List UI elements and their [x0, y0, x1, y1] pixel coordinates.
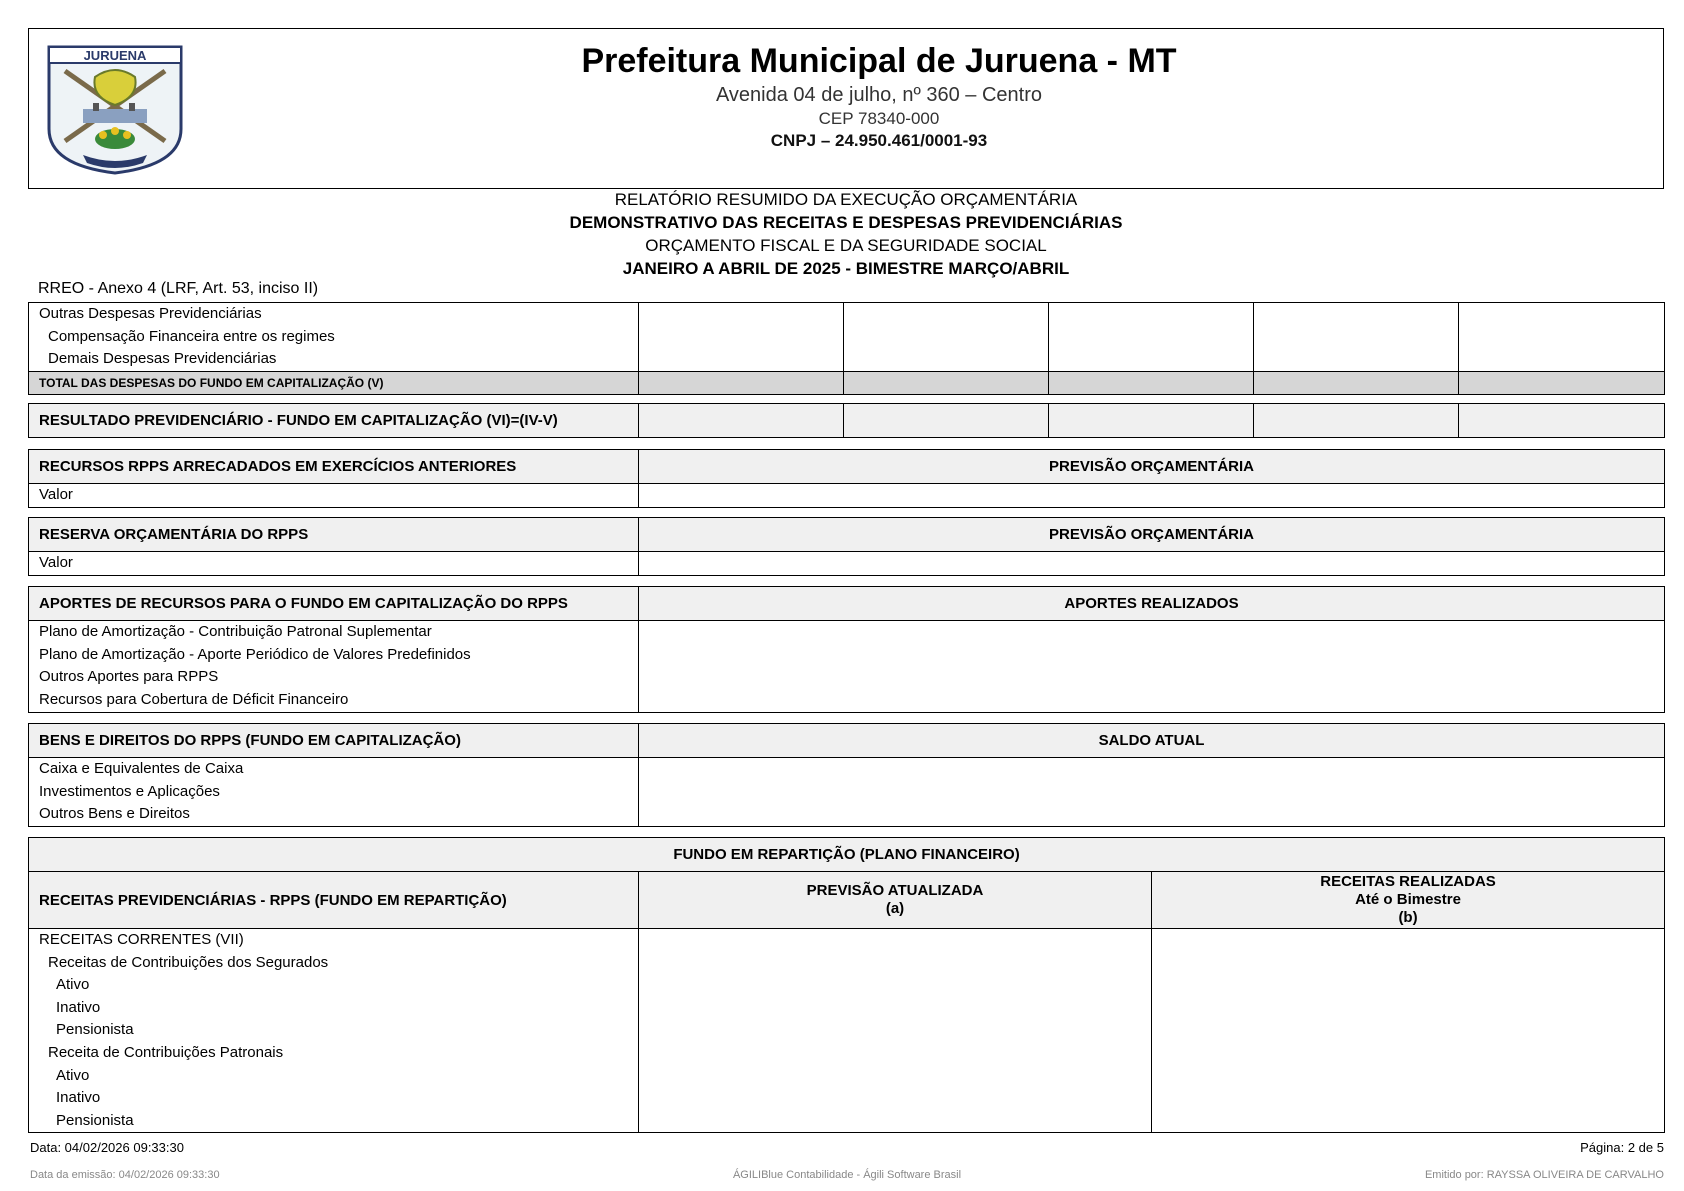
- reserva-row-label: [29, 552, 639, 576]
- total-cell: [639, 371, 844, 394]
- reparticao-section-title: FUNDO EM REPARTIÇÃO (PLANO FINANCEIRO): [29, 838, 1665, 872]
- svg-text:JURUENA: JURUENA: [83, 48, 147, 63]
- value-cell: [1049, 303, 1254, 372]
- value-cell: [639, 929, 1152, 1133]
- report-title-3: ORÇAMENTO FISCAL E DA SEGURIDADE SOCIAL: [645, 236, 1047, 255]
- value-cell: [639, 621, 1665, 713]
- report-titles: [28, 188, 1664, 280]
- recursos-title: RECURSOS RPPS ARRECADADOS EM EXERCÍCIOS ANTERIORES: [29, 450, 639, 484]
- value-cell: [1459, 404, 1665, 438]
- previsao-atualizada-header: [639, 872, 1152, 929]
- reparticao-table: [28, 837, 1665, 1133]
- value-cell: [1459, 303, 1665, 372]
- value-cell: [639, 758, 1665, 827]
- reserva-table: [28, 517, 1665, 576]
- municipal-coat-of-arms-logo: [43, 43, 187, 177]
- list-item: Outros Aportes para RPPS: [39, 668, 219, 686]
- footer-row-2: [30, 1169, 1664, 1181]
- recursos-table: [28, 449, 1665, 508]
- list-item: Caixa e Equivalentes de Caixa: [39, 760, 244, 777]
- list-item: Pensionista: [56, 1021, 134, 1039]
- report-title-2: DEMONSTRATIVO DAS RECEITAS E DESPESAS PREVIDENCIÁRIAS: [569, 213, 1123, 232]
- emitted-by: Emitido por: RAYSSA OLIVEIRA DE CARVALHO: [1424, 1169, 1664, 1181]
- list-item: Plano de Amortização - Contribuição Patronal Suplementar: [39, 623, 432, 640]
- list-item: Valor: [39, 554, 73, 571]
- total-cell: [844, 371, 1049, 394]
- aportes-column-header: APORTES REALIZADOS: [639, 587, 1665, 621]
- value-cell: [639, 552, 1665, 576]
- total-despesas-label: TOTAL DAS DESPESAS DO FUNDO EM CAPITALIZAÇÃO (V): [29, 371, 639, 394]
- footer-date: Data: 04/02/2026 09:33:30: [30, 1140, 184, 1155]
- value-cell: [1254, 404, 1459, 438]
- value-cell: [1152, 929, 1665, 1133]
- footer-row-1: [30, 1140, 1664, 1155]
- value-cell: [639, 404, 844, 438]
- cnpj: CNPJ – 24.950.461/0001-93: [770, 131, 988, 150]
- reserva-title: RESERVA ORÇAMENTÁRIA DO RPPS: [29, 518, 639, 552]
- previsao-atualizada-code: (a): [885, 900, 905, 917]
- aportes-labels: [29, 621, 639, 713]
- list-item: Outros Bens e Direitos: [39, 805, 190, 823]
- report-title-1: RELATÓRIO RESUMIDO DA EXECUÇÃO ORÇAMENTÁRIA: [614, 190, 1078, 209]
- list-item: Receitas de Contribuições dos Segurados: [48, 953, 329, 971]
- bens-table: [28, 723, 1665, 827]
- reserva-column-header: PREVISÃO ORÇAMENTÁRIA: [639, 518, 1665, 552]
- value-cell: [844, 303, 1049, 372]
- total-cell: [1049, 371, 1254, 394]
- value-cell: [844, 404, 1049, 438]
- list-item: Demais Despesas Previdenciárias: [48, 350, 277, 368]
- value-cell: [1254, 303, 1459, 372]
- recursos-column-header: PREVISÃO ORÇAMENTÁRIA: [639, 450, 1665, 484]
- report-period: JANEIRO A ABRIL DE 2025 - BIMESTRE MARÇO/ABRIL: [622, 259, 1070, 278]
- municipality-title: Prefeitura Municipal de Juruena - MT: [581, 42, 1177, 80]
- list-item: Ativo: [56, 1066, 90, 1084]
- previsao-atualizada-label: PREVISÃO ATUALIZADA: [806, 882, 984, 899]
- list-item: Pensionista: [56, 1111, 134, 1129]
- list-item: Ativo: [56, 976, 90, 994]
- cep: CEP 78340-000: [818, 109, 940, 128]
- value-cell: [639, 303, 844, 372]
- receitas-realizadas-label: RECEITAS REALIZADAS: [1320, 873, 1496, 890]
- list-item: Valor: [39, 486, 73, 503]
- total-cell: [1254, 371, 1459, 394]
- recursos-row-label: [29, 484, 639, 508]
- aportes-table: [28, 586, 1665, 713]
- receitas-realizadas-header: [1152, 872, 1665, 929]
- software-credit: ÁGILIBlue Contabilidade - Ágili Software Brasil: [732, 1169, 962, 1181]
- value-cell: [639, 484, 1665, 508]
- resultado-table: [28, 403, 1665, 438]
- value-cell: [1049, 404, 1254, 438]
- aportes-title: APORTES DE RECURSOS PARA O FUNDO EM CAPITALIZAÇÃO DO RPPS: [29, 587, 639, 621]
- receitas-realizadas-period: Até o Bimestre: [1355, 891, 1461, 908]
- reparticao-title: RECEITAS PREVIDENCIÁRIAS - RPPS (FUNDO EM REPARTIÇÃO): [29, 872, 639, 929]
- header-box: [28, 28, 1664, 189]
- annex-reference: RREO - Anexo 4 (LRF, Art. 53, inciso II): [38, 280, 319, 297]
- list-item: Outras Despesas Previdenciárias: [39, 305, 262, 322]
- bens-column-header: SALDO ATUAL: [639, 724, 1665, 758]
- list-item: Recursos para Cobertura de Déficit Financeiro: [39, 690, 349, 708]
- bens-labels: [29, 758, 639, 827]
- list-item: RECEITAS CORRENTES (VII): [39, 931, 244, 948]
- despesas-table: [28, 302, 1665, 395]
- page-number: Página: 2 de 5: [1580, 1140, 1664, 1155]
- receitas-realizadas-code: (b): [1398, 909, 1418, 926]
- despesas-labels: [29, 303, 639, 372]
- bens-title: BENS E DIREITOS DO RPPS (FUNDO EM CAPITALIZAÇÃO): [29, 724, 639, 758]
- reparticao-labels: [29, 929, 639, 1133]
- total-cell: [1459, 371, 1665, 394]
- resultado-label: RESULTADO PREVIDENCIÁRIO - FUNDO EM CAPITALIZAÇÃO (VI)=(IV-V): [29, 404, 639, 438]
- list-item: Receita de Contribuições Patronais: [48, 1043, 284, 1061]
- address: Avenida 04 de julho, nº 360 – Centro: [715, 84, 1043, 106]
- list-item: Investimentos e Aplicações: [39, 782, 220, 800]
- list-item: Plano de Amortização - Aporte Periódico de Valores Predefinidos: [39, 645, 471, 663]
- emission-date: Data da emissão: 04/02/2026 09:33:30: [30, 1169, 220, 1181]
- list-item: Compensação Financeira entre os regimes: [48, 327, 335, 345]
- list-item: Inativo: [56, 998, 101, 1016]
- list-item: Inativo: [56, 1089, 101, 1107]
